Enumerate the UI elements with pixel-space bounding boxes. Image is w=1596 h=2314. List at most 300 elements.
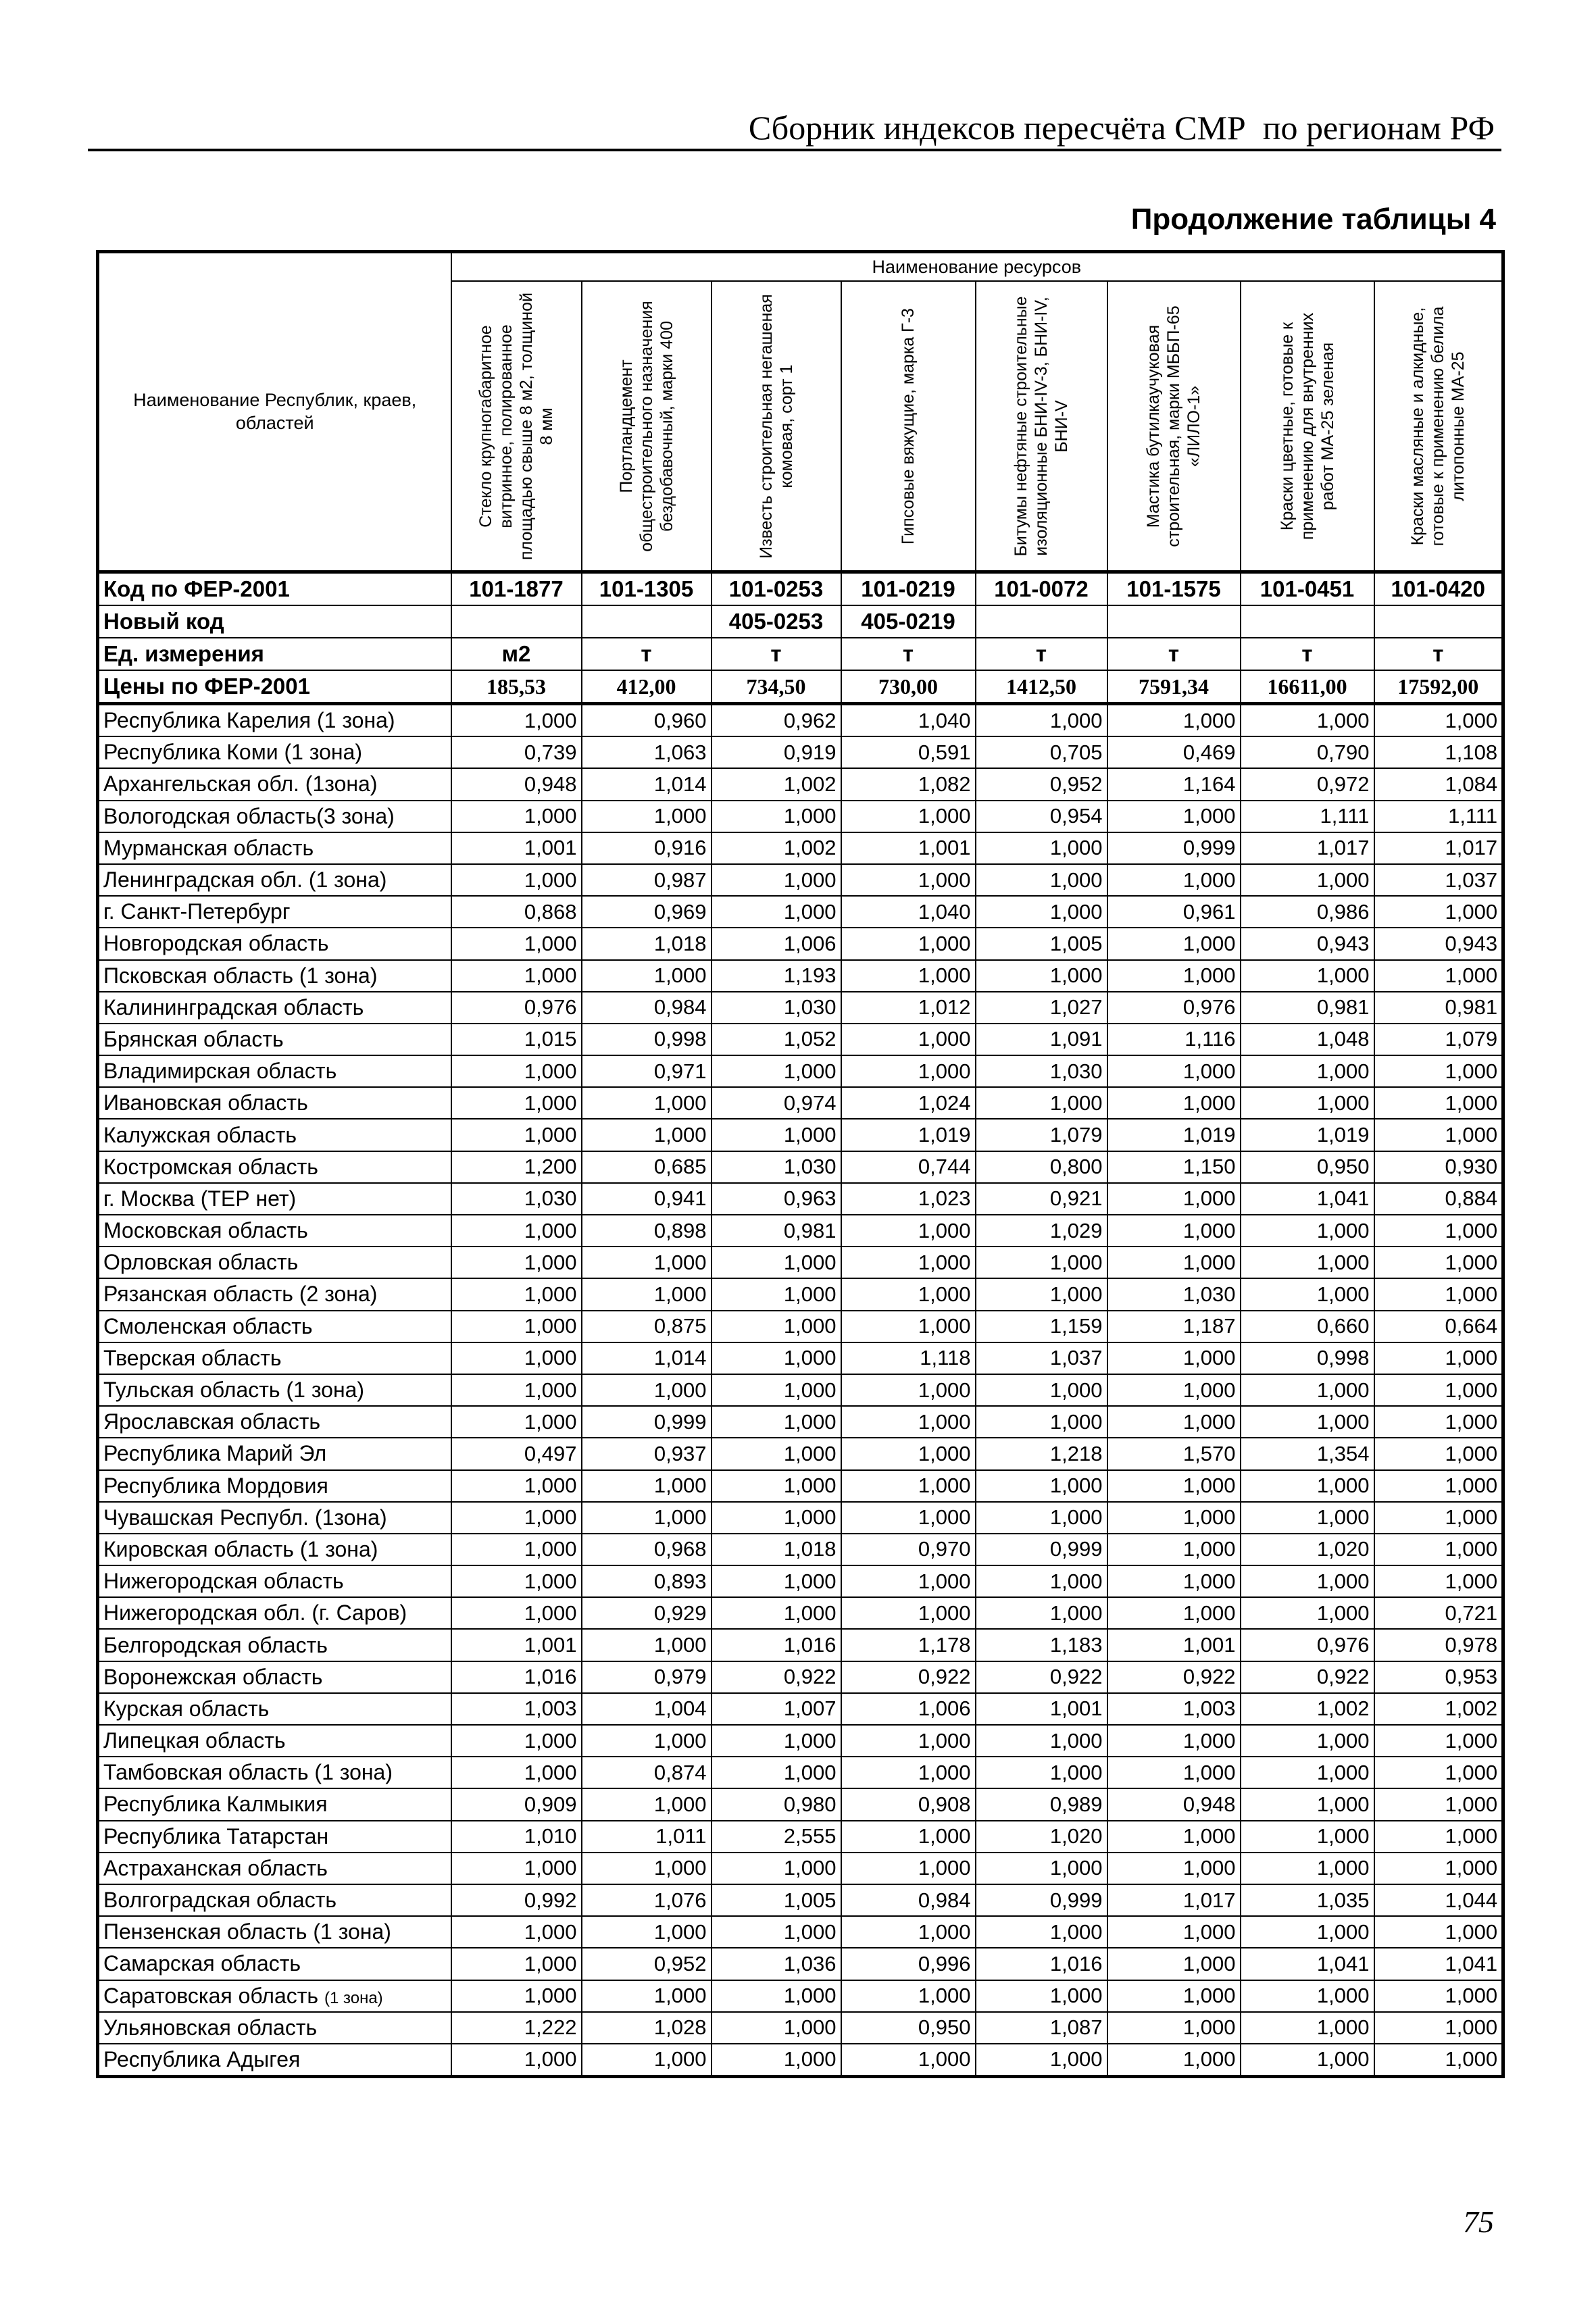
index-value-cell: 0,930 — [1374, 1151, 1503, 1183]
index-value-cell: 0,922 — [976, 1661, 1107, 1693]
index-value-cell: 1,000 — [841, 801, 976, 832]
new-code-cell — [451, 605, 582, 638]
fer-code-cell: 101-0420 — [1374, 572, 1503, 606]
index-value-cell: 1,218 — [976, 1438, 1107, 1469]
table-row — [98, 2012, 1503, 2044]
index-value-cell: 1,019 — [1107, 1119, 1241, 1151]
unit-cell: т — [1374, 638, 1503, 670]
region-name-text: Архангельская обл. (1зона) — [103, 772, 378, 797]
index-value-cell: 1,000 — [1107, 1980, 1241, 2012]
resource-name: Мастика бутилкаучуковая строительная, марки МББП-65 «ЛИЛО-1» — [1144, 305, 1203, 547]
region-name — [98, 1693, 451, 1725]
region-name-text: г. Санкт-Петербург — [103, 899, 291, 924]
index-value-cell: 1,005 — [976, 928, 1107, 959]
region-name — [98, 1087, 451, 1119]
table-row — [98, 2044, 1503, 2077]
index-value-cell: 0,996 — [841, 1948, 976, 1980]
index-value-cell: 1,000 — [1107, 928, 1241, 959]
resource-name: Битумы нефтяные строительные изоляционные БНИ-IV-3, БНИ-IV, БНИ-V — [1012, 295, 1071, 557]
index-value-cell: 1,193 — [712, 960, 841, 992]
index-value-cell: 1,000 — [1374, 1502, 1503, 1534]
index-value-cell: 0,999 — [1107, 832, 1241, 864]
index-value-cell: 1,000 — [582, 1916, 712, 1948]
resource-name: Стекло крупногабаритное витринное, полированное площадью свыше 8 м2, толщиной 8 мм — [476, 292, 556, 560]
index-value-cell: 0,986 — [1241, 896, 1374, 928]
index-value-cell: 1,000 — [1374, 1406, 1503, 1438]
index-value-cell: 0,952 — [582, 1948, 712, 1980]
index-value-cell: 1,079 — [976, 1119, 1107, 1151]
region-name-text: Саратовская область — [103, 1983, 319, 2008]
region-name-text: Московская область — [103, 1218, 308, 1243]
index-value-cell: 1,000 — [712, 1502, 841, 1534]
index-value-cell: 1,000 — [451, 960, 582, 992]
index-value-cell: 1,040 — [841, 896, 976, 928]
index-value-cell: 1,000 — [1241, 2012, 1374, 2044]
index-value-cell: 1,000 — [1374, 1087, 1503, 1119]
index-value-cell: 1,000 — [976, 1247, 1107, 1278]
new-code-cell: 405-0219 — [841, 605, 976, 638]
index-value-cell: 1,040 — [841, 704, 976, 737]
index-value-cell: 1,000 — [976, 1853, 1107, 1884]
index-value-cell: 0,971 — [582, 1055, 712, 1087]
index-value-cell: 1,000 — [451, 1374, 582, 1406]
index-value-cell: 1,000 — [1107, 1565, 1241, 1597]
index-value-cell: 1,017 — [1374, 832, 1503, 864]
index-value-cell: 1,000 — [1241, 1565, 1374, 1597]
index-value-cell: 1,000 — [1241, 1278, 1374, 1310]
index-value-cell: 1,001 — [841, 832, 976, 864]
index-value-cell: 1,000 — [1107, 2044, 1241, 2077]
table-row — [98, 1374, 1503, 1406]
index-value-cell: 1,000 — [712, 1597, 841, 1629]
index-value-cell: 0,497 — [451, 1438, 582, 1469]
fer-code-cell: 101-1877 — [451, 572, 582, 606]
index-value-cell: 0,972 — [1241, 768, 1374, 800]
index-value-cell: 0,954 — [976, 801, 1107, 832]
index-value-cell: 1,000 — [712, 1406, 841, 1438]
index-value-cell: 0,979 — [582, 1661, 712, 1693]
index-value-cell: 0,953 — [1374, 1661, 1503, 1693]
new-code-label: Новый код — [98, 605, 451, 638]
index-value-cell: 1,000 — [1374, 1757, 1503, 1788]
index-value-cell: 1,000 — [976, 1087, 1107, 1119]
index-value-cell: 1,000 — [451, 1278, 582, 1310]
index-value-cell: 1,000 — [1241, 704, 1374, 737]
index-value-cell: 1,076 — [582, 1884, 712, 1916]
table-row — [98, 1438, 1503, 1469]
index-value-cell: 0,998 — [582, 1024, 712, 1055]
index-value-cell: 0,898 — [582, 1215, 712, 1247]
table-row — [98, 1948, 1503, 1980]
index-value-cell: 0,948 — [1107, 1788, 1241, 1820]
table-row — [98, 1024, 1503, 1055]
index-value-cell: 1,000 — [1241, 1215, 1374, 1247]
index-value-cell: 1,000 — [841, 1725, 976, 1757]
index-value-cell: 1,000 — [451, 1470, 582, 1502]
index-value-cell: 1,000 — [976, 1757, 1107, 1788]
region-name-text: Курская область — [103, 1696, 270, 1721]
region-name — [98, 1534, 451, 1565]
index-value-cell: 1,000 — [1107, 1502, 1241, 1534]
index-value-cell: 1,052 — [712, 1024, 841, 1055]
table-header — [98, 252, 1503, 572]
index-value-cell: 1,041 — [1241, 1183, 1374, 1215]
index-value-cell: 1,000 — [451, 1916, 582, 1948]
index-value-cell: 1,014 — [582, 768, 712, 800]
index-value-cell: 1,000 — [1374, 2012, 1503, 2044]
index-value-cell: 0,790 — [1241, 736, 1374, 768]
index-value-cell: 1,000 — [1241, 960, 1374, 992]
index-value-cell: 1,006 — [841, 1693, 976, 1725]
resource-column-header — [582, 281, 712, 572]
table-row — [98, 1278, 1503, 1310]
index-value-cell: 1,000 — [1107, 1757, 1241, 1788]
index-value-cell: 0,980 — [712, 1788, 841, 1820]
index-value-cell: 1,012 — [841, 992, 976, 1024]
table-row — [98, 1788, 1503, 1820]
index-value-cell: 1,000 — [1241, 2044, 1374, 2077]
index-value-cell: 1,000 — [582, 960, 712, 992]
new-code-cell — [582, 605, 712, 638]
index-value-cell: 1,082 — [841, 768, 976, 800]
index-value-cell: 1,000 — [1374, 1821, 1503, 1853]
index-value-cell: 1,027 — [976, 992, 1107, 1024]
region-name — [98, 928, 451, 959]
price-cell: 16611,00 — [1241, 670, 1374, 704]
region-name-text: Орловская область — [103, 1250, 299, 1275]
index-value-cell: 1,000 — [1374, 1247, 1503, 1278]
index-value-cell: 0,976 — [1107, 992, 1241, 1024]
index-value-cell: 1,000 — [841, 1278, 976, 1310]
index-value-cell: 1,000 — [1241, 1788, 1374, 1820]
region-name — [98, 1853, 451, 1884]
fer-code-cell: 101-0451 — [1241, 572, 1374, 606]
index-value-cell: 0,943 — [1241, 928, 1374, 959]
unit-cell: т — [1241, 638, 1374, 670]
index-value-cell: 1,037 — [1374, 864, 1503, 896]
resource-name: Портландцемент общестроительного назначения бездобавочный, марки 400 — [616, 300, 676, 552]
region-name — [98, 960, 451, 992]
index-value-cell: 1,001 — [976, 1693, 1107, 1725]
region-name-text: Воронежская область — [103, 1664, 323, 1689]
index-value-cell: 1,003 — [451, 1693, 582, 1725]
index-value-cell: 1,000 — [1241, 1406, 1374, 1438]
index-value-cell: 1,029 — [976, 1215, 1107, 1247]
index-value-cell: 1,000 — [1107, 1406, 1241, 1438]
unit-cell: т — [712, 638, 841, 670]
index-value-cell: 0,981 — [712, 1215, 841, 1247]
price-cell: 7591,34 — [1107, 670, 1241, 704]
index-value-cell: 0,868 — [451, 896, 582, 928]
index-value-cell: 0,922 — [841, 1661, 976, 1693]
index-value-cell: 1,000 — [1241, 1502, 1374, 1534]
index-value-cell: 1,111 — [1374, 801, 1503, 832]
index-value-cell: 1,030 — [712, 1151, 841, 1183]
index-value-cell: 1,000 — [1241, 1087, 1374, 1119]
region-name — [98, 1565, 451, 1597]
table-row — [98, 992, 1503, 1024]
index-value-cell: 1,000 — [451, 1119, 582, 1151]
index-value-cell: 1,000 — [1107, 1534, 1241, 1565]
index-value-cell: 0,968 — [582, 1534, 712, 1565]
index-value-cell: 0,961 — [1107, 896, 1241, 928]
price-cell: 1412,50 — [976, 670, 1107, 704]
region-name — [98, 768, 451, 800]
index-value-cell: 1,000 — [582, 1502, 712, 1534]
region-name — [98, 1151, 451, 1183]
index-value-cell: 1,079 — [1374, 1024, 1503, 1055]
index-value-cell: 0,893 — [582, 1565, 712, 1597]
index-value-cell: 0,909 — [451, 1788, 582, 1820]
index-value-cell: 0,922 — [1241, 1661, 1374, 1693]
index-value-cell: 0,922 — [712, 1661, 841, 1693]
index-value-cell: 1,000 — [976, 832, 1107, 864]
index-value-cell: 1,016 — [712, 1629, 841, 1661]
index-value-cell: 1,000 — [1107, 1087, 1241, 1119]
price-cell: 734,50 — [712, 670, 841, 704]
region-name — [98, 2044, 451, 2077]
table-row — [98, 1087, 1503, 1119]
index-value-cell: 1,000 — [451, 2044, 582, 2077]
index-value-cell: 0,981 — [1374, 992, 1503, 1024]
index-value-cell: 1,000 — [841, 1980, 976, 2012]
index-value-cell: 1,000 — [1107, 1853, 1241, 1884]
fer-code-cell: 101-0072 — [976, 572, 1107, 606]
index-value-cell: 0,992 — [451, 1884, 582, 1916]
index-value-cell: 1,000 — [582, 1725, 712, 1757]
index-value-cell: 1,041 — [1241, 1948, 1374, 1980]
new-code-cell: 405-0253 — [712, 605, 841, 638]
index-value-cell: 0,970 — [841, 1534, 976, 1565]
index-value-cell: 1,159 — [976, 1311, 1107, 1342]
index-value-cell: 1,000 — [451, 928, 582, 959]
index-value-cell: 1,000 — [976, 2044, 1107, 2077]
index-value-cell: 1,000 — [1107, 1597, 1241, 1629]
index-value-cell: 1,000 — [712, 1374, 841, 1406]
index-value-cell: 1,001 — [451, 832, 582, 864]
index-value-cell: 1,000 — [1107, 1725, 1241, 1757]
region-name-text: Республика Мордовия — [103, 1473, 328, 1498]
index-value-cell: 1,000 — [1374, 1470, 1503, 1502]
region-name — [98, 992, 451, 1024]
region-name-text: Республика Калмыкия — [103, 1792, 328, 1817]
table-row — [98, 1183, 1503, 1215]
region-name-text: Астраханская область — [103, 1855, 328, 1880]
index-value-cell: 1,000 — [1241, 1725, 1374, 1757]
index-value-cell: 1,000 — [841, 928, 976, 959]
price-cell: 185,53 — [451, 670, 582, 704]
index-value-cell: 1,002 — [1241, 1693, 1374, 1725]
region-name — [98, 1406, 451, 1438]
index-value-cell: 1,000 — [712, 1980, 841, 2012]
index-value-cell: 0,721 — [1374, 1597, 1503, 1629]
unit-cell: т — [1107, 638, 1241, 670]
index-value-cell: 1,000 — [1374, 896, 1503, 928]
region-name-text: Тверская область — [103, 1345, 282, 1370]
region-name — [98, 1119, 451, 1151]
index-value-cell: 1,017 — [1241, 832, 1374, 864]
region-name-text: Республика Марий Эл — [103, 1441, 327, 1466]
index-value-cell: 1,005 — [712, 1884, 841, 1916]
region-name — [98, 1055, 451, 1087]
index-value-cell: 1,000 — [451, 1311, 582, 1342]
region-name — [98, 1374, 451, 1406]
table-row — [98, 1853, 1503, 1884]
index-value-cell: 1,030 — [712, 992, 841, 1024]
index-value-cell: 1,000 — [1107, 801, 1241, 832]
index-value-cell: 1,019 — [1241, 1119, 1374, 1151]
index-value-cell: 1,019 — [841, 1119, 976, 1151]
region-name-text: Новгородская область — [103, 931, 329, 956]
unit-cell: т — [976, 638, 1107, 670]
index-value-cell: 1,000 — [582, 1629, 712, 1661]
index-value-cell: 1,354 — [1241, 1438, 1374, 1469]
index-value-cell: 1,108 — [1374, 736, 1503, 768]
index-value-cell: 1,000 — [582, 1374, 712, 1406]
new-code-cell — [976, 605, 1107, 638]
index-value-cell: 0,989 — [976, 1788, 1107, 1820]
index-value-cell: 0,974 — [712, 1087, 841, 1119]
resource-column-header — [712, 281, 841, 572]
region-name-text: Ленинградская обл. (1 зона) — [103, 867, 387, 892]
table-row — [98, 1119, 1503, 1151]
region-name-text: Ивановская область — [103, 1090, 308, 1115]
region-column-header: Наименование Республик, краев, областей — [98, 252, 451, 572]
index-value-cell: 1,000 — [1374, 1438, 1503, 1469]
region-name — [98, 1980, 451, 2012]
index-value-cell: 1,000 — [1241, 1853, 1374, 1884]
index-value-cell: 1,000 — [1241, 1821, 1374, 1853]
index-value-cell: 1,000 — [976, 1406, 1107, 1438]
fer-code-cell: 101-1305 — [582, 572, 712, 606]
region-name-text: Чувашская Республ. (1зона) — [103, 1505, 387, 1530]
index-value-cell: 1,000 — [1374, 1853, 1503, 1884]
index-value-cell: 1,000 — [712, 1916, 841, 1948]
index-value-cell: 1,000 — [976, 864, 1107, 896]
index-value-cell: 1,091 — [976, 1024, 1107, 1055]
index-value-cell: 1,000 — [1107, 1183, 1241, 1215]
index-value-cell: 0,999 — [976, 1534, 1107, 1565]
resource-column-header — [1374, 281, 1503, 572]
region-name-text: Республика Татарстан — [103, 1823, 329, 1848]
table-row — [98, 704, 1503, 737]
index-value-cell: 1,000 — [712, 1470, 841, 1502]
index-value-cell: 0,950 — [1241, 1151, 1374, 1183]
index-value-cell: 0,969 — [582, 896, 712, 928]
index-value-cell: 1,000 — [1374, 1788, 1503, 1820]
index-value-cell: 1,000 — [582, 1278, 712, 1310]
unit-cell: м2 — [451, 638, 582, 670]
region-name-text: Нижегородская обл. (г. Саров) — [103, 1601, 407, 1626]
index-value-cell: 1,000 — [1374, 1055, 1503, 1087]
index-value-cell: 0,999 — [582, 1406, 712, 1438]
index-value-cell: 1,000 — [1107, 1215, 1241, 1247]
index-value-cell: 0,685 — [582, 1151, 712, 1183]
index-value-cell: 1,000 — [451, 1757, 582, 1788]
index-table — [96, 250, 1505, 2078]
index-value-cell: 1,000 — [1241, 1597, 1374, 1629]
index-value-cell: 0,705 — [976, 736, 1107, 768]
index-value-cell: 1,000 — [712, 801, 841, 832]
index-value-cell: 1,000 — [712, 1055, 841, 1087]
index-value-cell: 1,000 — [582, 1119, 712, 1151]
index-value-cell: 1,000 — [451, 1534, 582, 1565]
index-value-cell: 0,941 — [582, 1183, 712, 1215]
region-name — [98, 1502, 451, 1534]
index-value-cell: 1,000 — [451, 801, 582, 832]
index-value-cell: 1,048 — [1241, 1024, 1374, 1055]
code-label: Код по ФЕР-2001 — [98, 572, 451, 606]
index-value-cell: 1,000 — [712, 1311, 841, 1342]
region-name-text: Калининградская область — [103, 995, 364, 1020]
table-row — [98, 1247, 1503, 1278]
index-value-cell: 1,000 — [976, 1374, 1107, 1406]
table-row — [98, 1661, 1503, 1693]
index-value-cell: 1,000 — [841, 1470, 976, 1502]
index-value-cell: 0,948 — [451, 768, 582, 800]
index-value-cell: 1,024 — [841, 1087, 976, 1119]
index-value-cell: 1,016 — [976, 1948, 1107, 1980]
index-value-cell: 1,000 — [976, 1725, 1107, 1757]
index-value-cell: 1,000 — [1241, 864, 1374, 896]
index-value-cell: 1,164 — [1107, 768, 1241, 800]
index-value-cell: 1,000 — [1241, 1374, 1374, 1406]
index-value-cell: 1,016 — [451, 1661, 582, 1693]
new-code-cell — [1241, 605, 1374, 638]
index-value-cell: 1,000 — [841, 1821, 976, 1853]
table-row — [98, 1534, 1503, 1565]
region-name — [98, 1597, 451, 1629]
index-value-cell: 0,800 — [976, 1151, 1107, 1183]
index-value-cell: 1,000 — [582, 1853, 712, 1884]
price-cell: 730,00 — [841, 670, 976, 704]
region-name — [98, 1311, 451, 1342]
index-value-cell: 1,001 — [451, 1629, 582, 1661]
region-name — [98, 896, 451, 928]
index-value-cell: 1,000 — [451, 1342, 582, 1374]
index-value-cell: 0,874 — [582, 1757, 712, 1788]
index-value-cell: 1,000 — [1107, 1055, 1241, 1087]
index-value-cell: 1,000 — [582, 1470, 712, 1502]
region-name — [98, 1342, 451, 1374]
index-value-cell: 1,018 — [712, 1534, 841, 1565]
index-value-cell: 1,000 — [1241, 1470, 1374, 1502]
index-value-cell: 1,000 — [976, 1502, 1107, 1534]
table-row — [98, 960, 1503, 992]
table-row — [98, 1693, 1503, 1725]
index-value-cell: 1,020 — [1241, 1534, 1374, 1565]
region-zone-note: (1 зона) — [324, 1988, 383, 2007]
index-value-cell: 0,739 — [451, 736, 582, 768]
region-name-text: Калужская область — [103, 1122, 297, 1147]
fer-code-cell: 101-1575 — [1107, 572, 1241, 606]
index-value-cell: 0,962 — [712, 704, 841, 737]
index-value-cell: 1,000 — [451, 864, 582, 896]
region-name-text: Кировская область (1 зона) — [103, 1536, 378, 1561]
table-row — [98, 1151, 1503, 1183]
region-name-text: Тамбовская область (1 зона) — [103, 1760, 393, 1785]
resources-group-header: Наименование ресурсов — [451, 252, 1503, 282]
index-value-cell: 1,000 — [1241, 1247, 1374, 1278]
index-value-cell: 0,921 — [976, 1183, 1107, 1215]
index-value-cell: 0,981 — [1241, 992, 1374, 1024]
table-row — [98, 1821, 1503, 1853]
region-name-text: Смоленская область — [103, 1313, 313, 1338]
index-value-cell: 1,000 — [1374, 1565, 1503, 1597]
region-name-text: Костромская область — [103, 1154, 318, 1179]
region-name-text: Брянская область — [103, 1026, 284, 1051]
region-name-text: Владимирская область — [103, 1059, 337, 1084]
